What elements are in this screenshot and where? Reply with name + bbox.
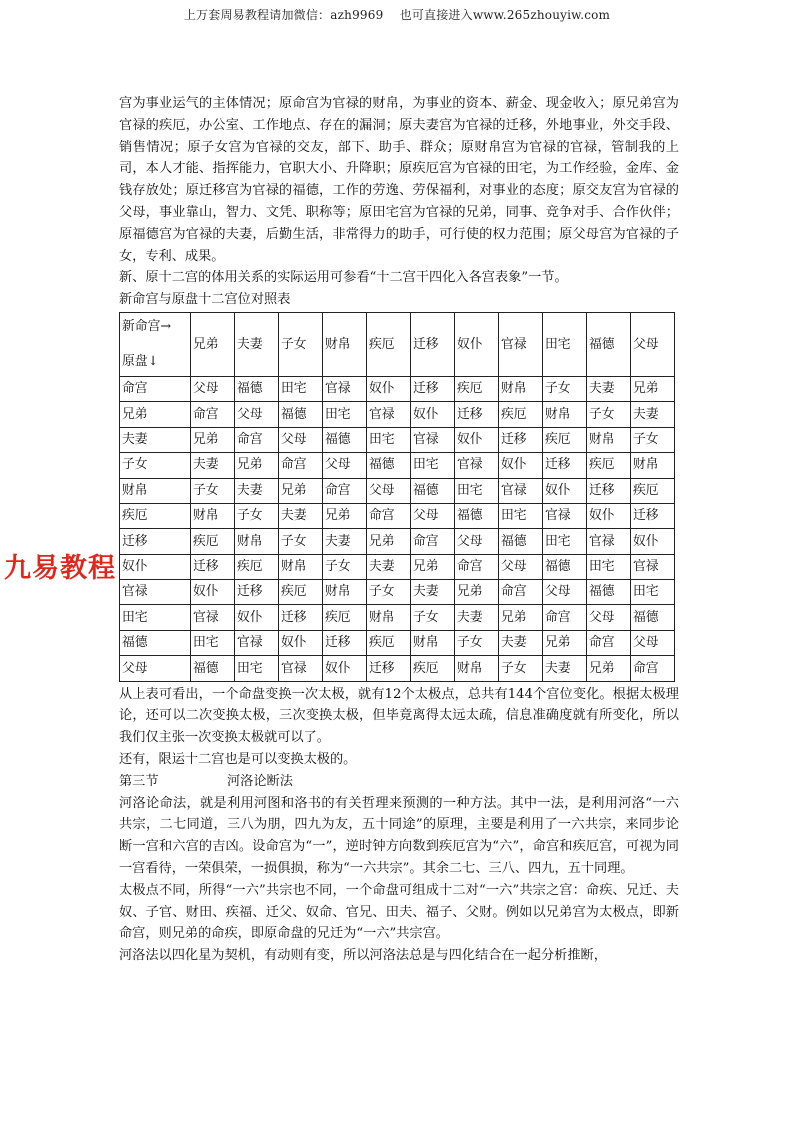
table-cell: 财帛	[499, 376, 543, 401]
column-header: 迁移	[411, 312, 455, 376]
table-cell: 官禄	[191, 605, 235, 630]
table-cell: 官禄	[279, 656, 323, 681]
table-cell: 奴仆	[631, 529, 675, 554]
table-cell: 疾厄	[543, 427, 587, 452]
table-cell: 疾厄	[323, 605, 367, 630]
table-cell: 迁移	[631, 503, 675, 528]
table-cell: 父母	[587, 605, 631, 630]
table-cell: 财帛	[279, 554, 323, 579]
table-row	[120, 402, 675, 427]
section-heading	[119, 771, 679, 793]
table-cell: 财帛	[587, 427, 631, 452]
table-cell: 命宫	[279, 453, 323, 478]
column-header: 福德	[587, 312, 631, 376]
table-cell: 奴仆	[191, 580, 235, 605]
corner-label-new: 新命宫→	[122, 319, 172, 335]
paragraph: 宫为事业运气的主体情况；原命宫为官禄的财帛，为事业的资本、薪金、现金收入；原兄弟宫为官禄的疾厄，办公室、工作地点、存在的漏洞；原夫妻宫为官禄的迁移，外地事业，外交手段、销售情况；原子女宫为官禄的交友，部下、助手、群众；原财帛宫为官禄的官禄，管制我的上司，本人才能、指挥能力，官职大小、升降职；原疾厄宫为官禄的田宅，为工作经验，金库、金钱存放处；原迁移宫为官禄的福德，工作的劳逸、劳保福利，对事业的态度；原交友宫为官禄的父母，事业靠山，智力、文凭、职称等；原田宅宫为官禄的兄弟，同事、竞争对手、合作伙伴；原福德宫为官禄的夫妻，后勤生活，非常得力的助手，可行使的权力范围；原父母宫为官禄的子女，专利、成果。	[119, 96, 679, 264]
table-cell: 子女	[499, 656, 543, 681]
table-cell: 疾厄	[631, 478, 675, 503]
table-cell: 财帛	[367, 605, 411, 630]
table-cell: 夫妻	[323, 529, 367, 554]
table-cell: 迁移	[279, 605, 323, 630]
column-header: 田宅	[543, 312, 587, 376]
table-cell: 兄弟	[191, 427, 235, 452]
paragraph: 河洛论命法，就是利用河图和洛书的有关哲理来预测的一种方法。其中一法，是利用河洛“一六共宗，二七同道，三八为朋，四九为友，五十同途”的原理，主要是利用了一六共宗，来同步论断一宫和六宫的吉凶。设命宫为“一”，逆时钟方向数到疾厄宫为“六”，命宫和疾厄宫，可视为同一宫看待，一荣俱荣，一损俱损，称为“一六共宗”。其余二七、三八、四九，五十同理。	[119, 795, 679, 877]
table-cell: 夫妻	[367, 554, 411, 579]
table-cell: 夫妻	[455, 605, 499, 630]
table-cell: 子女	[631, 427, 675, 452]
table-cell: 奴仆	[323, 656, 367, 681]
table-cell: 田宅	[543, 529, 587, 554]
table-cell: 夫妻	[543, 656, 587, 681]
table-cell: 命宫	[411, 529, 455, 554]
row-header: 财帛	[120, 478, 191, 503]
row-header: 父母	[120, 656, 191, 681]
table-cell: 命宫	[455, 554, 499, 579]
table-corner-cell	[120, 312, 191, 376]
table-cell: 财帛	[455, 656, 499, 681]
table-cell: 兄弟	[235, 453, 279, 478]
table-row	[120, 376, 675, 401]
table-cell: 子女	[587, 402, 631, 427]
table-cell: 命宫	[235, 427, 279, 452]
table-cell: 夫妻	[191, 453, 235, 478]
table-row	[120, 630, 675, 655]
table-cell: 父母	[499, 554, 543, 579]
table-cell: 田宅	[455, 478, 499, 503]
table-cell: 夫妻	[499, 630, 543, 655]
table-cell: 官禄	[455, 453, 499, 478]
row-header: 夫妻	[120, 427, 191, 452]
table-cell: 迁移	[235, 580, 279, 605]
table-cell: 迁移	[191, 554, 235, 579]
table-cell: 官禄	[499, 478, 543, 503]
paragraph: 新、原十二宫的体用关系的实际运用可参看“十二宫干四化入各宫表象”一节。	[119, 270, 568, 286]
table-cell: 命宫	[587, 630, 631, 655]
table-cell: 父母	[323, 453, 367, 478]
table-cell: 奴仆	[499, 453, 543, 478]
table-cell: 迁移	[499, 427, 543, 452]
table-cell: 命宫	[367, 503, 411, 528]
table-cell: 父母	[367, 478, 411, 503]
table-cell: 福德	[411, 478, 455, 503]
table-cell: 父母	[631, 630, 675, 655]
table-cell: 迁移	[543, 453, 587, 478]
row-header: 官禄	[120, 580, 191, 605]
table-cell: 子女	[279, 529, 323, 554]
row-header: 兄弟	[120, 402, 191, 427]
table-cell: 疾厄	[279, 580, 323, 605]
table-cell: 福德	[543, 554, 587, 579]
table-cell: 迁移	[411, 376, 455, 401]
table-cell: 官禄	[367, 402, 411, 427]
table-cell: 兄弟	[499, 605, 543, 630]
table-cell: 兄弟	[455, 580, 499, 605]
table-cell: 田宅	[191, 630, 235, 655]
page-header: 上万套周易教程请加微信：azh9969 也可直接进入www.265zhouyiw.com	[183, 8, 611, 22]
table-cell: 疾厄	[499, 402, 543, 427]
column-header: 兄弟	[191, 312, 235, 376]
table-cell: 迁移	[367, 656, 411, 681]
table-cell: 兄弟	[411, 554, 455, 579]
table-cell: 福德	[367, 453, 411, 478]
column-header: 夫妻	[235, 312, 279, 376]
table-cell: 子女	[543, 376, 587, 401]
table-cell: 兄弟	[367, 529, 411, 554]
table-row	[120, 529, 675, 554]
table-cell: 兄弟	[587, 656, 631, 681]
watermark-logo: 九易教程	[4, 553, 116, 584]
table-cell: 奴仆	[279, 630, 323, 655]
table-cell: 子女	[191, 478, 235, 503]
table-cell: 父母	[279, 427, 323, 452]
table-cell: 子女	[323, 554, 367, 579]
table-cell: 父母	[455, 529, 499, 554]
table-row	[120, 554, 675, 579]
table-cell: 福德	[631, 605, 675, 630]
table-cell: 财帛	[323, 580, 367, 605]
paragraph: 从上表可看出，一个命盘变换一次太极，就有12个太极点，总共有144个宫位变化。根据太极理论，还可以二次变换太极，三次变换太极，但毕竟离得太远太疏，信息准确度就有所变化，所以我们仅主张一次变换太极就可以了。	[119, 686, 679, 746]
column-header: 父母	[631, 312, 675, 376]
table-cell: 父母	[235, 402, 279, 427]
table-cell: 兄弟	[279, 478, 323, 503]
table-cell: 夫妻	[587, 376, 631, 401]
table-cell: 福德	[323, 427, 367, 452]
table-cell: 财帛	[411, 630, 455, 655]
table-cell: 官禄	[323, 376, 367, 401]
table-header-row	[120, 312, 675, 376]
table-cell: 奴仆	[543, 478, 587, 503]
table-cell: 田宅	[279, 376, 323, 401]
table-cell: 田宅	[367, 427, 411, 452]
table-cell: 官禄	[631, 554, 675, 579]
table-cell: 财帛	[543, 402, 587, 427]
row-header: 福德	[120, 630, 191, 655]
table-cell: 迁移	[455, 402, 499, 427]
table-cell: 命宫	[323, 478, 367, 503]
table-cell: 官禄	[587, 529, 631, 554]
table-row	[120, 605, 675, 630]
table-row	[120, 656, 675, 681]
table-cell: 奴仆	[455, 427, 499, 452]
table-cell: 田宅	[587, 554, 631, 579]
table-cell: 田宅	[411, 453, 455, 478]
table-cell: 奴仆	[367, 376, 411, 401]
table-cell: 奴仆	[411, 402, 455, 427]
table-row	[120, 580, 675, 605]
table-cell: 疾厄	[587, 453, 631, 478]
table-cell: 奴仆	[587, 503, 631, 528]
table-cell: 命宫	[499, 580, 543, 605]
document-body	[119, 93, 679, 967]
table-caption: 新命宫与原盘十二宫位对照表	[119, 292, 291, 308]
table-cell: 迁移	[323, 630, 367, 655]
table-cell: 父母	[411, 503, 455, 528]
table-cell: 夫妻	[411, 580, 455, 605]
column-header: 财帛	[323, 312, 367, 376]
table-cell: 兄弟	[631, 376, 675, 401]
column-header: 奴仆	[455, 312, 499, 376]
table-cell: 福德	[279, 402, 323, 427]
paragraph: 河洛法以四化星为契机，有动则有变，所以河洛法总是与四化结合在一起分析推断，	[119, 948, 607, 964]
table-cell: 迁移	[587, 478, 631, 503]
column-header: 子女	[279, 312, 323, 376]
table-row	[120, 503, 675, 528]
table-cell: 命宫	[191, 402, 235, 427]
table-cell: 福德	[499, 529, 543, 554]
paragraph: 还有，限运十二宫也是可以变换太极的。	[119, 752, 357, 768]
row-header: 疾厄	[120, 503, 191, 528]
table-cell: 子女	[367, 580, 411, 605]
table-cell: 奴仆	[235, 605, 279, 630]
table-cell: 官禄	[543, 503, 587, 528]
table-cell: 父母	[543, 580, 587, 605]
table-cell: 财帛	[235, 529, 279, 554]
table-cell: 兄弟	[543, 630, 587, 655]
table-cell: 福德	[191, 656, 235, 681]
table-cell: 疾厄	[455, 376, 499, 401]
paragraph: 太极点不同，所得“一六”共宗也不同，一个命盘可组成十二对“一六”共宗之宫：命疾、兄迁、夫奴、子官、财田、疾福、迁父、奴命、官兄、田夫、福子、父财。例如以兄弟宫为太极点，即新命宫，则兄弟的命疾，即原命盘的兄迁为“一六”共宗宫。	[119, 882, 679, 942]
table-cell: 子女	[455, 630, 499, 655]
table-cell: 田宅	[499, 503, 543, 528]
table-cell: 子女	[235, 503, 279, 528]
table-cell: 子女	[411, 605, 455, 630]
table-row	[120, 478, 675, 503]
table-cell: 财帛	[191, 503, 235, 528]
table-cell: 疾厄	[367, 630, 411, 655]
table-cell: 疾厄	[235, 554, 279, 579]
table-cell: 田宅	[631, 580, 675, 605]
corner-label-original: 原盘↓	[122, 353, 159, 369]
palace-comparison-table	[119, 312, 675, 682]
table-cell: 疾厄	[191, 529, 235, 554]
table-cell: 财帛	[631, 453, 675, 478]
section-title: 河洛论断法	[227, 773, 293, 789]
table-cell: 夫妻	[235, 478, 279, 503]
row-header: 命宫	[120, 376, 191, 401]
row-header: 奴仆	[120, 554, 191, 579]
table-cell: 命宫	[543, 605, 587, 630]
table-row	[120, 427, 675, 452]
table-cell: 兄弟	[323, 503, 367, 528]
table-cell: 福德	[587, 580, 631, 605]
row-header: 子女	[120, 453, 191, 478]
column-header: 官禄	[499, 312, 543, 376]
table-cell: 田宅	[323, 402, 367, 427]
table-cell: 疾厄	[411, 656, 455, 681]
table-cell: 田宅	[235, 656, 279, 681]
section-number: 第三节	[119, 773, 159, 789]
table-cell: 夫妻	[279, 503, 323, 528]
table-cell: 命宫	[631, 656, 675, 681]
table-cell: 官禄	[235, 630, 279, 655]
table-cell: 父母	[191, 376, 235, 401]
table-row	[120, 453, 675, 478]
table-cell: 福德	[455, 503, 499, 528]
row-header: 迁移	[120, 529, 191, 554]
table-cell: 福德	[235, 376, 279, 401]
table-cell: 官禄	[411, 427, 455, 452]
row-header: 田宅	[120, 605, 191, 630]
table-cell: 夫妻	[631, 402, 675, 427]
column-header: 疾厄	[367, 312, 411, 376]
